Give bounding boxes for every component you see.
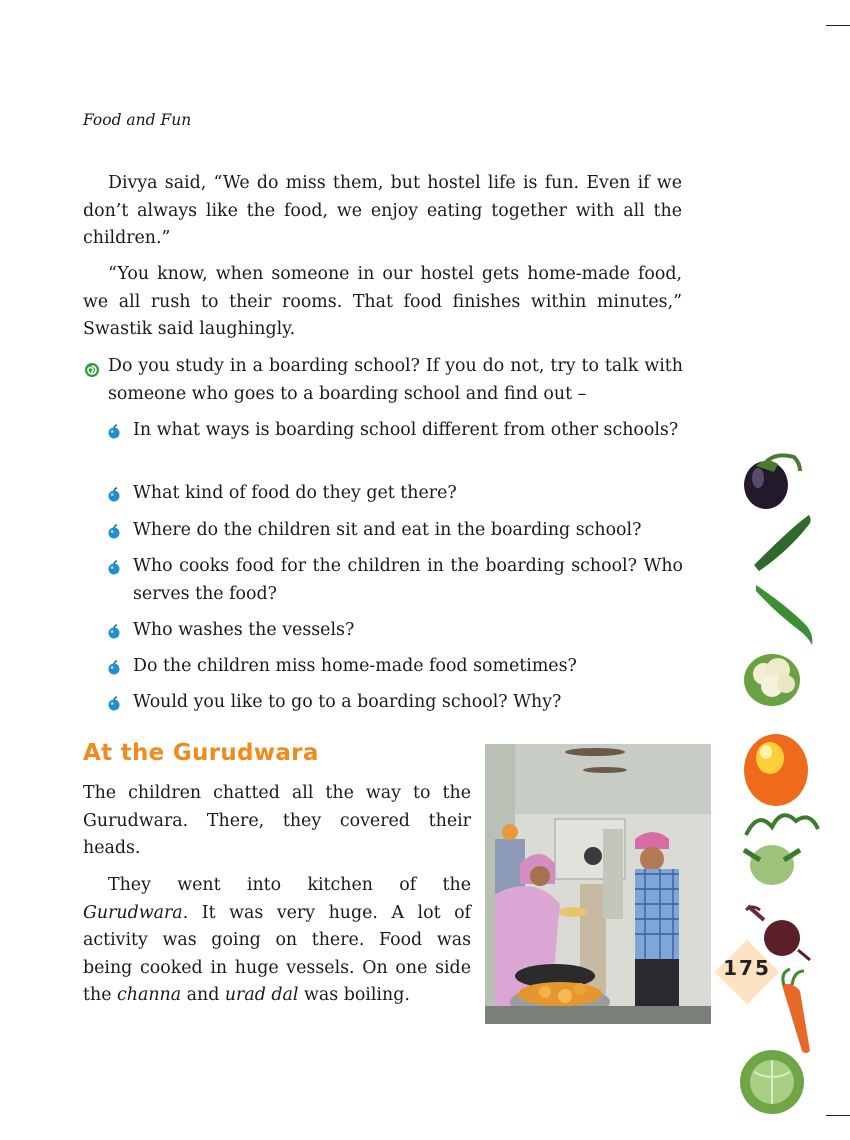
list-item-5: Who washes the vessels? [133,620,355,640]
list-item-3: Where do the children sit and eat in the boarding school? [133,520,642,540]
blue-apple-bullet-icon [107,696,121,711]
list-item-6: Do the children miss home-made food sometimes? [133,656,577,676]
list-item-7: Would you like to go to a boarding school? Why? [133,692,562,712]
section-paragraph-1: The children chatted all the way to the Gurudwara. There, they covered their heads. [83,783,471,858]
blue-apple-bullet-icon [107,560,121,575]
list-item-1: In what ways is boarding school different from other schools? [133,420,679,440]
activity-question: Do you study in a boarding school? If you do not, try to talk with someone who goes to a boarding school and find out – [108,356,683,404]
list-item-4: Who cooks food for the children in the boarding school? Who serves the food? [133,556,683,604]
paragraph-2: “You know, when someone in our hostel gets home-made food, we all rush to their rooms. That food finishes within minutes,” Swastik said laughingly. [83,264,682,339]
list-item-2: What kind of food do they get there? [133,483,457,503]
blue-apple-bullet-icon [107,424,121,439]
section-paragraph-2: They went into kitchen of the Gurudwara. It was very huge. A lot of activity was going on there. Food was being cooked in huge vessels. On one side the channa and urad dal was boiling. [83,875,471,1005]
section-heading: At the Gurudwara [83,740,319,766]
running-head: Food and Fun [83,111,192,129]
blue-apple-bullet-icon [107,487,121,502]
vegetable-border-decoration [736,440,820,1120]
blue-apple-bullet-icon [107,624,121,639]
page-number: 175 [723,956,771,980]
green-swirl-bullet-icon [84,362,100,378]
paragraph-1: Divya said, “We do miss them, but hostel life is fun. Even if we don’t always like the food, we enjoy eating together with all the children.” [83,173,682,248]
blue-apple-bullet-icon [107,660,121,675]
crop-mark-top [826,25,850,26]
crop-mark-bottom [826,1115,850,1116]
gurudwara-kitchen-photo [485,744,711,1024]
blue-apple-bullet-icon [107,524,121,539]
